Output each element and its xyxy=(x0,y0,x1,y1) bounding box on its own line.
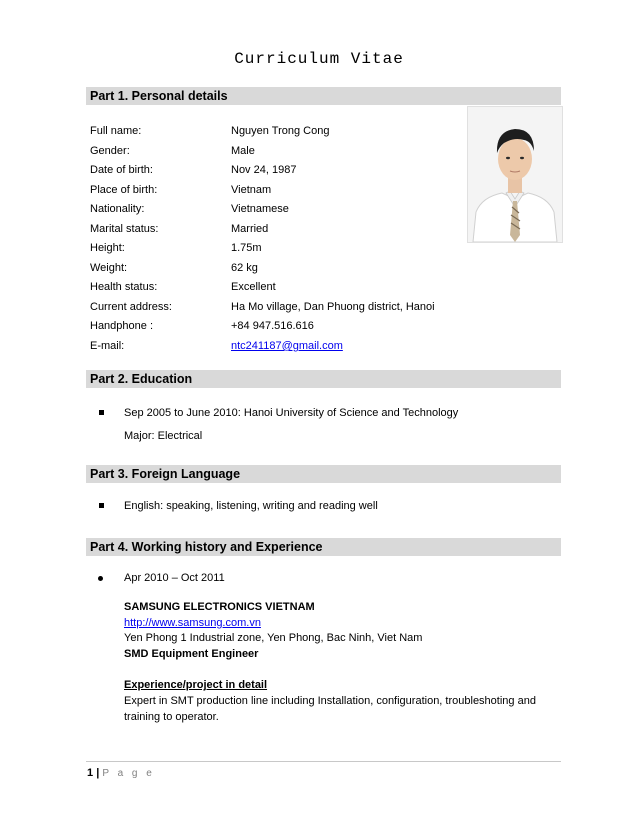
field-value: 62 kg xyxy=(231,262,258,274)
footer-divider xyxy=(86,761,561,762)
field-label: Current address: xyxy=(90,301,172,313)
field-value: Male xyxy=(231,145,255,157)
field-value: Vietnam xyxy=(231,184,272,196)
section-title: Part 4. Working history and Experience xyxy=(90,540,323,554)
section-title: Part 1. Personal details xyxy=(90,89,228,103)
experience-line: Expert in SMT production line including Installation, configuration, troubleshoting and xyxy=(124,695,536,707)
square-bullet-icon xyxy=(99,503,104,508)
language-item: English: speaking, listening, writing and reading well xyxy=(124,500,378,512)
square-bullet-icon xyxy=(99,410,104,415)
field-value: Ha Mo village, Dan Phuong district, Hanoi xyxy=(231,301,435,313)
field-value: Married xyxy=(231,223,269,235)
field-value: Excellent xyxy=(231,281,276,293)
field-label: Date of birth: xyxy=(90,164,153,176)
field-label: Place of birth: xyxy=(90,184,158,196)
cv-title: Curriculum Vitae xyxy=(234,50,404,68)
company-address: Yen Phong 1 Industrial zone, Yen Phong, Bac Ninh, Viet Nam xyxy=(124,632,423,644)
field-value: Nguyen Trong Cong xyxy=(231,125,330,137)
section-title: Part 2. Education xyxy=(90,372,193,386)
section-title: Part 3. Foreign Language xyxy=(90,467,241,481)
field-label: E-mail: xyxy=(90,340,125,352)
work-period: Apr 2010 – Oct 2011 xyxy=(124,572,225,584)
round-bullet-icon xyxy=(98,576,103,581)
field-value: +84 947.516.616 xyxy=(231,320,314,332)
education-major: Major: Electrical xyxy=(124,430,203,442)
field-label: Handphone : xyxy=(90,320,153,332)
field-label: Marital status: xyxy=(90,223,159,235)
experience-line: training to operator. xyxy=(124,711,219,723)
page-number: 1 xyxy=(87,767,94,779)
education-item: Sep 2005 to June 2010: Hanoi University of Science and Technology xyxy=(124,407,459,419)
page-footer xyxy=(87,767,155,779)
company-name: SAMSUNG ELECTRONICS VIETNAM xyxy=(124,601,315,613)
company-website-link[interactable]: http://www.samsung.com.vn xyxy=(124,617,261,629)
field-value: Vietnamese xyxy=(231,203,289,215)
experience-heading: Experience/project in detail xyxy=(124,679,268,691)
section-header-work xyxy=(86,538,561,556)
page-word: P a g e xyxy=(102,768,155,779)
email-link[interactable]: ntc241187@gmail.com xyxy=(231,340,343,352)
field-label: Gender: xyxy=(90,145,130,157)
field-value: 1.75m xyxy=(231,242,262,254)
field-label: Height: xyxy=(90,242,125,254)
section-header-language xyxy=(86,465,561,483)
field-label: Nationality: xyxy=(90,203,145,215)
job-position: SMD Equipment Engineer xyxy=(124,648,259,660)
field-label: Full name: xyxy=(90,125,142,137)
section-header-education xyxy=(86,370,561,388)
field-label: Health status: xyxy=(90,281,158,293)
section-header-personal xyxy=(86,87,561,105)
field-label: Weight: xyxy=(90,262,128,274)
person-portrait-icon xyxy=(468,107,562,242)
footer-separator: | xyxy=(96,767,100,779)
field-value: Nov 24, 1987 xyxy=(231,164,297,176)
profile-photo xyxy=(467,106,563,243)
